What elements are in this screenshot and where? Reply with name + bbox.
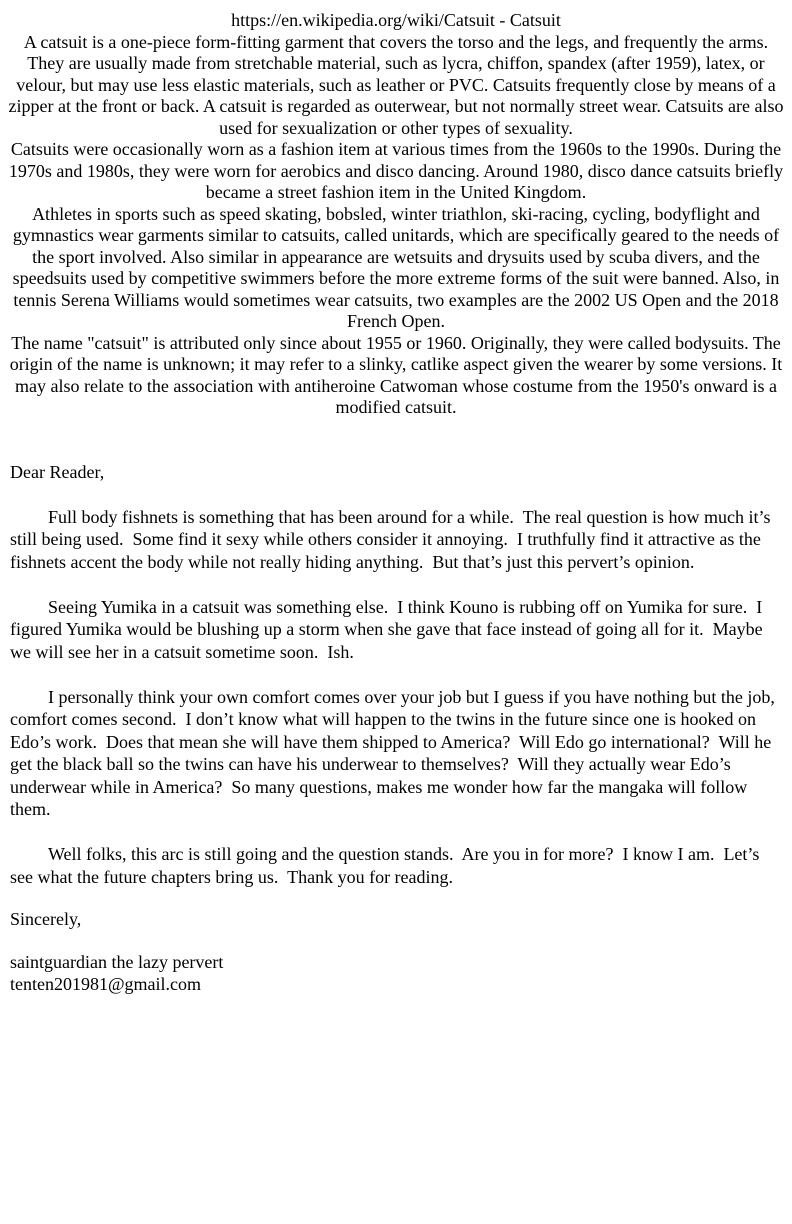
letter-paragraph: Seeing Yumika in a catsuit was something else. I think Kouno is rubbing off on Yumika for sure. I figured Yumika would be blushing up a storm when she gave that face instead of going all for it. Maybe we will see her in a catsuit sometime soon. Ish. xyxy=(10,596,768,662)
wiki-paragraph: Catsuits were occasionally worn as a fashion item at various times from the 1960s to the 1990s. During the 1970s and 1980s, they were worn for aerobics and disco dancing. Around 1980, disco dance catsuits briefly became a street fashion item in the United Kingdom. xyxy=(8,139,784,202)
wiki-paragraph: Athletes in sports such as speed skating, bobsled, winter triathlon, ski-racing, cycling, bodyflight and gymnastics wear garments similar to catsuits, called unitards, which are specifically geared to the needs of the sport involved. Also similar in appearance are wetsuits and drysuits used by scuba divers, and the speedsuits used by competitive swimmers before the more extreme forms of the suit were banned. Also, in tennis Serena Williams would sometimes wear catsuits, two examples are the 2002 US Open and the 2018 French Open. xyxy=(12,203,780,331)
wiki-paragraph: The name "catsuit" is attributed only since about 1955 or 1960. Originally, they were called bodysuits. The origin of the name is unknown; it may refer to a slinky, catlike aspect given the wearer by some versions. It may also relate to the association with antiheroine Catwoman whose costume from the 1950's onward is a modified catsuit. xyxy=(9,332,783,417)
wiki-url-title: https://en.wikipedia.org/wiki/Catsuit - Catsuit xyxy=(231,10,561,30)
letter-body xyxy=(0,461,792,996)
letter-paragraph: I personally think your own comfort comes over your job but I guess if you have nothing but the job, comfort comes second. I don’t know what will happen to the twins in the future since one is hooked on Edo’s work. Does that mean she will have them shipped to America? Will Edo go international? Will he get the black ball so the twins can have his underwear to themselves? Will they actually wear Edo’s underwear while in America? So many questions, makes me wonder how far the mangaka will follow them. xyxy=(10,686,780,819)
letter-closing: Sincerely, xyxy=(10,909,82,929)
wiki-excerpt-block xyxy=(0,10,792,419)
letter-paragraph: Full body fishnets is something that has been around for a while. The real question is how much it’s still being used. Some find it sexy while others consider it annoying. I truthfully find it attractive as the fishnets accent the body while not really hiding anything. But that’s just this pervert’s opinion. xyxy=(10,506,776,572)
signature-name: saintguardian the lazy pervert xyxy=(10,951,224,972)
letter-paragraph: Well folks, this arc is still going and the question stands. Are you in for more? I know I am. Let’s see what the future chapters bring us. Thank you for reading. xyxy=(10,844,764,887)
signature-email: tenten201981@gmail.com xyxy=(10,974,202,994)
signature-block xyxy=(10,951,786,996)
letter-salutation: Dear Reader, xyxy=(10,461,105,482)
wiki-paragraph: A catsuit is a one-piece form-fitting garment that covers the torso and the legs, and frequently the arms. They are usually made from stretchable material, such as lycra, chiffon, spandex (after 1959), latex, or velour, but may use less elastic materials, such as leather or PVC. Catsuits frequently close by means of a zipper at the front or back. A catsuit is regarded as outerwear, but not normally street wear. Catsuits are also used for sexualization or other types of sexuality. xyxy=(8,31,784,138)
